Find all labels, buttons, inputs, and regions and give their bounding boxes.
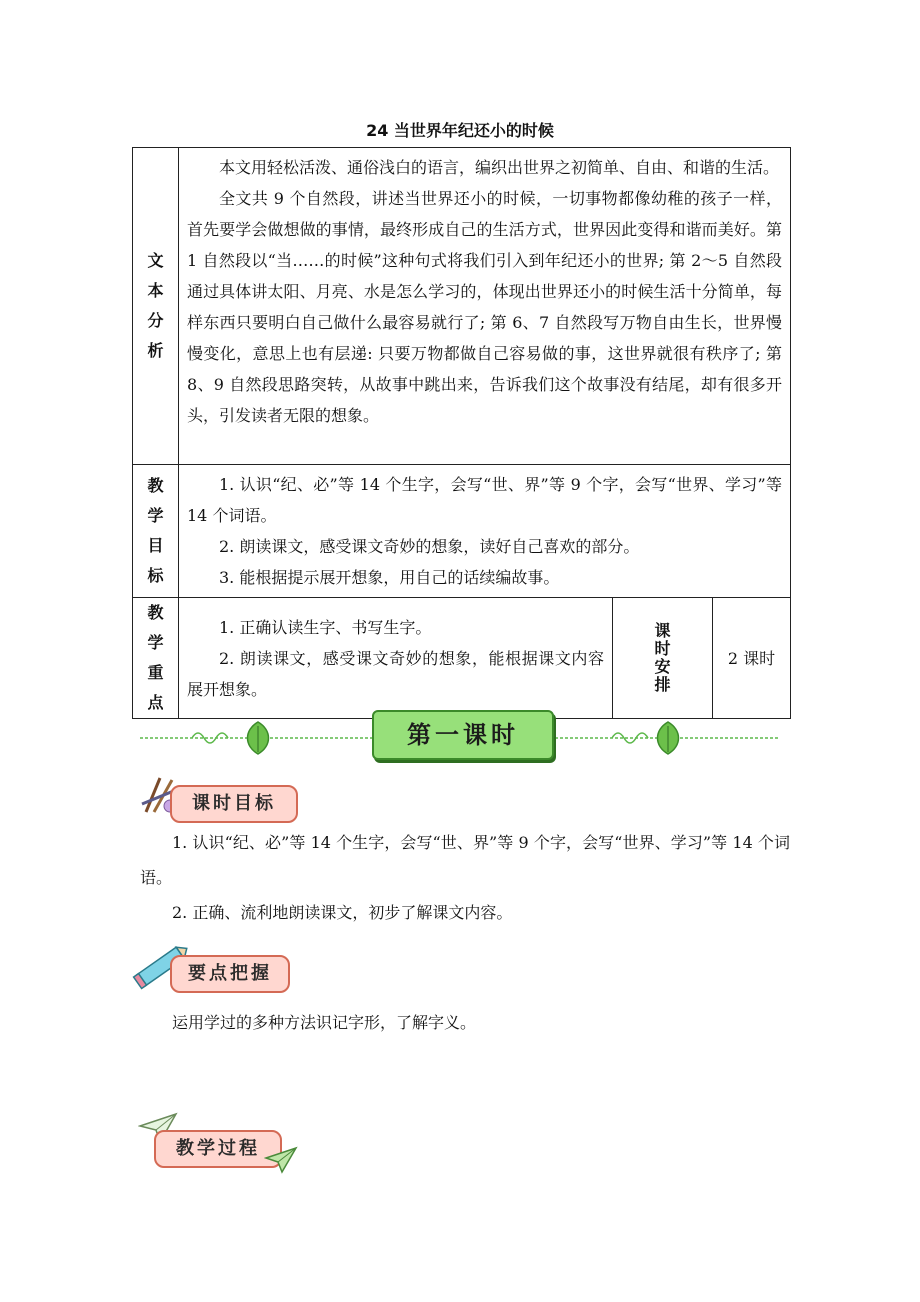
banner-title: 第一课时 [372,710,554,760]
lesson-title: 24 当世界年纪还小的时候 [366,121,554,140]
analysis-head: 文 本 分 析 [133,148,179,465]
goal-item: 2. 朗读课文，感受课文奇妙的想象，读好自己喜欢的部分。 [219,537,640,556]
lesson-plan-table [132,147,791,719]
keypoint-item: 1. 正确认读生字、书写生字。 [219,617,432,637]
analysis-paragraph: 本文用轻松活泼、通俗浅白的语言，编织出世界之初简单、自由、和谐的生活。 [219,158,780,177]
leaf-icon [248,722,269,754]
goal-item: 1. 认识“纪、必”等 14 个生字，会写“世、界”等 9 个字，会写“世界、学习”等 14 个词语。 [187,475,782,525]
objectives-text [140,825,790,930]
lesson-banner [140,708,780,762]
objective-item: 2. 正确、流利地朗读课文，初步了解课文内容。 [172,903,513,922]
goals-head: 教 学 目 标 [133,465,179,598]
keypoints-head: 教 学 重 点 [133,598,179,719]
paper-plane-icon [264,1146,298,1174]
analysis-paragraph: 全文共 9 个自然段，讲述当世界还小的时候，一切事物都像幼稚的孩子一样，首先要学会做想做的事情，最终形成自己的生活方式，世界因此变得和谐而美好。第 1 自然段以“当……的时候”这种句式将我们引入到年纪还小的世界; 第 2～5 自然段通过具体讲太阳、月亮、水是怎么学习的，体现出世界还小的时候生活十分简单，每样东西只要明白自己做什么最容易就行了; 第 6、7 自然段写万物自由生长，世界慢慢变化，意思上也有层递: 只要万物都做自己容易做的事，这世界就很有秩序了; 第 8、9 自然段思路突转，从故事中跳出来，告诉我们这个故事没有结尾，却有很多开头，引发读者无限的想象。 [187,189,782,425]
key-text [140,1005,790,1040]
keypoint-item: 2. 朗读课文，感受课文奇妙的想象，能根据课文内容展开想象。 [187,648,604,699]
leaf-icon [658,722,679,754]
objective-item: 1. 认识“纪、必”等 14 个生字，会写“世、界”等 9 个字，会写“世界、学习”等 14 个词语。 [140,833,790,887]
key-item: 运用学过的多种方法识记字形，了解字义。 [172,1013,477,1032]
analysis-body [179,148,791,465]
keypoints-body [179,598,613,719]
goals-row [133,465,791,598]
schedule-value: 2 课时 [713,598,791,719]
section-tag-process: 教学过程 [154,1130,282,1168]
keypoints-row [133,598,791,719]
section-tag-key: 要点把握 [170,955,290,993]
goal-item: 3. 能根据提示展开想象，用自己的话续编故事。 [219,568,560,587]
goals-body [179,465,791,598]
analysis-row [133,148,791,465]
section-tag-objectives: 课时目标 [170,785,298,823]
schedule-head: 课 时 安 排 [613,598,713,719]
